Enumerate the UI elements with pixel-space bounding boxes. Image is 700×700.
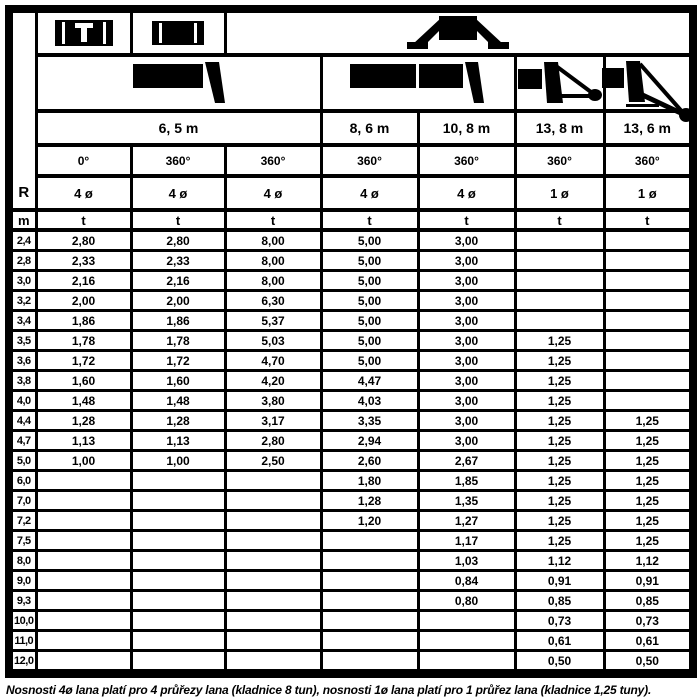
capacity-cell: 6,30 — [225, 291, 321, 311]
radius-cell: 3,4 — [9, 311, 36, 331]
capacity-cell: 1,25 — [515, 391, 604, 411]
outriggers-extended-icon — [398, 14, 518, 52]
capacity-cell — [515, 271, 604, 291]
capacity-cell — [131, 491, 225, 511]
boom-length-cell: 10, 8 m — [418, 111, 515, 145]
jib-lowered-hook-icon — [601, 60, 693, 124]
radius-cell: 4,0 — [9, 391, 36, 411]
boom-extended-cell — [321, 55, 515, 111]
table-row — [9, 431, 693, 451]
capacity-cell — [36, 511, 131, 531]
capacity-cell: 5,00 — [321, 311, 418, 331]
boom-length-cell: 8, 6 m — [321, 111, 418, 145]
capacity-cell: 8,00 — [225, 271, 321, 291]
radius-cell: 3,2 — [9, 291, 36, 311]
unit-cell: t — [225, 210, 321, 230]
capacity-cell: 1,35 — [418, 491, 515, 511]
capacity-cell: 1,25 — [604, 491, 693, 511]
unit-cell: t — [515, 210, 604, 230]
rope-falls-cell: 4 ø — [131, 176, 225, 210]
capacity-cell: 1,25 — [604, 471, 693, 491]
rope-falls-cell: 1 ø — [515, 176, 604, 210]
capacity-cell — [225, 571, 321, 591]
capacity-cell — [36, 651, 131, 674]
capacity-cell — [225, 651, 321, 674]
capacity-cell: 1,20 — [321, 511, 418, 531]
capacity-cell — [604, 391, 693, 411]
capacity-cell: 2,67 — [418, 451, 515, 471]
capacity-cell: 0,61 — [604, 631, 693, 651]
capacity-cell: 1,25 — [604, 451, 693, 471]
capacity-cell — [131, 611, 225, 631]
hook-block-t-cell — [36, 9, 131, 55]
table-row — [9, 271, 693, 291]
rope-falls-cell: 4 ø — [225, 176, 321, 210]
boom-extended-icon — [350, 61, 486, 105]
capacity-cell: 3,00 — [418, 291, 515, 311]
capacity-cell: 1,25 — [515, 331, 604, 351]
capacity-cell: 1,48 — [131, 391, 225, 411]
capacity-cell — [418, 611, 515, 631]
radius-cell: 7,0 — [9, 491, 36, 511]
capacity-cell: 1,28 — [36, 411, 131, 431]
outriggers-cell — [225, 9, 693, 55]
table-row — [9, 511, 693, 531]
table-row — [9, 551, 693, 571]
table-row — [9, 491, 693, 511]
capacity-cell: 0,73 — [515, 611, 604, 631]
capacity-cell: 3,00 — [418, 251, 515, 271]
capacity-cell: 1,25 — [604, 431, 693, 451]
hook-block-cell — [131, 9, 225, 55]
boom-length-cell: 6, 5 m — [36, 111, 321, 145]
capacity-cell — [225, 511, 321, 531]
capacity-cell: 1,48 — [36, 391, 131, 411]
capacity-cell: 2,50 — [225, 451, 321, 471]
table-row — [9, 471, 693, 491]
capacity-cell: 2,00 — [36, 291, 131, 311]
load-chart-body — [9, 230, 693, 674]
capacity-cell: 1,78 — [131, 331, 225, 351]
table-row — [9, 351, 693, 371]
capacity-cell — [225, 611, 321, 631]
capacity-cell: 5,37 — [225, 311, 321, 331]
unit-cell: t — [131, 210, 225, 230]
hook-block-icon — [152, 21, 204, 45]
capacity-cell — [225, 631, 321, 651]
capacity-cell: 5,00 — [321, 251, 418, 271]
slew-angle-cell: 360° — [515, 145, 604, 176]
capacity-cell — [36, 551, 131, 571]
radius-cell: 5,0 — [9, 451, 36, 471]
radius-cell: 9,3 — [9, 591, 36, 611]
capacity-cell: 0,91 — [604, 571, 693, 591]
capacity-cell: 1,17 — [418, 531, 515, 551]
capacity-cell: 2,80 — [131, 230, 225, 251]
capacity-cell: 4,20 — [225, 371, 321, 391]
capacity-cell: 2,16 — [36, 271, 131, 291]
capacity-cell — [225, 531, 321, 551]
capacity-cell: 0,80 — [418, 591, 515, 611]
capacity-cell: 1,86 — [131, 311, 225, 331]
capacity-cell: 3,00 — [418, 331, 515, 351]
capacity-cell: 1,25 — [515, 531, 604, 551]
capacity-cell — [131, 591, 225, 611]
meters-symbol-cell: m — [9, 210, 36, 230]
radius-cell: 4,4 — [9, 411, 36, 431]
header-row-lengths — [9, 111, 693, 145]
capacity-cell: 0,50 — [515, 651, 604, 674]
capacity-cell — [131, 511, 225, 531]
capacity-cell: 3,80 — [225, 391, 321, 411]
capacity-cell: 1,25 — [515, 491, 604, 511]
capacity-cell: 1,12 — [604, 551, 693, 571]
table-row — [9, 451, 693, 471]
slew-angle-cell: 0° — [36, 145, 131, 176]
capacity-cell: 8,00 — [225, 230, 321, 251]
capacity-cell — [604, 271, 693, 291]
capacity-cell — [36, 591, 131, 611]
capacity-cell: 1,60 — [131, 371, 225, 391]
table-row — [9, 331, 693, 351]
slew-angle-cell: 360° — [131, 145, 225, 176]
capacity-cell: 5,03 — [225, 331, 321, 351]
capacity-cell: 1,27 — [418, 511, 515, 531]
r-corner-cell — [9, 9, 36, 210]
capacity-cell: 1,80 — [321, 471, 418, 491]
capacity-cell: 8,00 — [225, 251, 321, 271]
jib-136-cell — [604, 55, 693, 111]
capacity-cell — [131, 471, 225, 491]
rope-falls-cell: 4 ø — [418, 176, 515, 210]
radius-cell: 3,8 — [9, 371, 36, 391]
capacity-cell — [321, 571, 418, 591]
capacity-cell: 4,47 — [321, 371, 418, 391]
capacity-cell — [36, 471, 131, 491]
table-row — [9, 311, 693, 331]
capacity-cell: 2,60 — [321, 451, 418, 471]
capacity-cell: 0,91 — [515, 571, 604, 591]
rope-falls-cell: 1 ø — [604, 176, 693, 210]
capacity-cell — [321, 611, 418, 631]
capacity-cell: 1,13 — [131, 431, 225, 451]
capacity-cell: 0,85 — [604, 591, 693, 611]
capacity-cell — [225, 491, 321, 511]
capacity-cell: 1,85 — [418, 471, 515, 491]
capacity-cell: 2,80 — [36, 230, 131, 251]
footnote: Nosnosti 4ø lana platí pro 4 průřezy lana (kladnice 8 tun), nosnosti 1ø lana platí pro 1 průřez lana (kladnice 1,25 tuny). — [6, 683, 652, 697]
capacity-cell: 3,00 — [418, 351, 515, 371]
capacity-cell: 3,35 — [321, 411, 418, 431]
boom-length-cell: 13, 6 m — [604, 111, 693, 145]
capacity-cell — [604, 230, 693, 251]
capacity-cell — [131, 651, 225, 674]
unit-cell: t — [418, 210, 515, 230]
table-row — [9, 371, 693, 391]
capacity-cell: 0,73 — [604, 611, 693, 631]
table-row — [9, 611, 693, 631]
capacity-cell: 3,00 — [418, 391, 515, 411]
capacity-cell — [321, 591, 418, 611]
capacity-cell: 3,17 — [225, 411, 321, 431]
capacity-cell: 0,61 — [515, 631, 604, 651]
capacity-cell — [131, 571, 225, 591]
capacity-cell: 1,25 — [604, 411, 693, 431]
capacity-cell: 5,00 — [321, 271, 418, 291]
table-row — [9, 531, 693, 551]
capacity-cell: 3,00 — [418, 431, 515, 451]
capacity-cell: 5,00 — [321, 351, 418, 371]
capacity-cell: 1,03 — [418, 551, 515, 571]
capacity-cell — [418, 631, 515, 651]
capacity-cell: 5,00 — [321, 291, 418, 311]
table-row — [9, 251, 693, 271]
header-row-units — [9, 210, 693, 230]
radius-cell: 7,5 — [9, 531, 36, 551]
capacity-cell — [225, 551, 321, 571]
capacity-cell: 5,00 — [321, 230, 418, 251]
capacity-cell: 4,70 — [225, 351, 321, 371]
table-row — [9, 291, 693, 311]
capacity-cell — [604, 291, 693, 311]
capacity-cell — [225, 591, 321, 611]
capacity-cell: 1,25 — [515, 451, 604, 471]
capacity-cell: 5,00 — [321, 331, 418, 351]
rope-falls-cell: 4 ø — [321, 176, 418, 210]
jib-138-cell — [515, 55, 604, 111]
capacity-cell — [604, 311, 693, 331]
capacity-cell: 1,13 — [36, 431, 131, 451]
table-row — [9, 631, 693, 651]
unit-cell: t — [36, 210, 131, 230]
radius-cell: 9,0 — [9, 571, 36, 591]
header-row-rigging — [9, 9, 693, 55]
capacity-cell: 1,28 — [131, 411, 225, 431]
table-row — [9, 230, 693, 251]
unit-cell: t — [604, 210, 693, 230]
header-row-booms — [9, 55, 693, 111]
capacity-cell: 1,78 — [36, 331, 131, 351]
table-row — [9, 391, 693, 411]
capacity-cell: 1,72 — [131, 351, 225, 371]
capacity-cell: 2,16 — [131, 271, 225, 291]
capacity-cell: 0,50 — [604, 651, 693, 674]
capacity-cell: 1,72 — [36, 351, 131, 371]
table-row — [9, 591, 693, 611]
capacity-cell — [515, 291, 604, 311]
capacity-cell: 3,00 — [418, 371, 515, 391]
slew-angle-cell: 360° — [321, 145, 418, 176]
boom-retracted-icon — [133, 61, 225, 105]
capacity-cell — [36, 491, 131, 511]
capacity-cell: 1,60 — [36, 371, 131, 391]
capacity-cell: 2,33 — [131, 251, 225, 271]
capacity-cell — [515, 251, 604, 271]
radius-symbol: R — [18, 184, 30, 201]
unit-cell: t — [321, 210, 418, 230]
table-row — [9, 411, 693, 431]
capacity-cell — [36, 531, 131, 551]
hook-block-t-icon — [55, 20, 113, 46]
boom-length-cell: 13, 8 m — [515, 111, 604, 145]
capacity-cell: 0,84 — [418, 571, 515, 591]
radius-cell: 2,4 — [9, 230, 36, 251]
radius-cell: 7,2 — [9, 511, 36, 531]
radius-cell: 3,5 — [9, 331, 36, 351]
capacity-cell — [515, 230, 604, 251]
capacity-cell — [321, 531, 418, 551]
capacity-cell — [604, 331, 693, 351]
capacity-cell: 1,00 — [131, 451, 225, 471]
capacity-cell — [321, 551, 418, 571]
capacity-cell: 3,00 — [418, 411, 515, 431]
capacity-cell — [604, 351, 693, 371]
capacity-cell: 1,28 — [321, 491, 418, 511]
capacity-cell — [604, 371, 693, 391]
table-row — [9, 571, 693, 591]
capacity-cell: 3,00 — [418, 230, 515, 251]
radius-cell: 3,6 — [9, 351, 36, 371]
capacity-cell: 2,80 — [225, 431, 321, 451]
load-chart-table — [5, 5, 697, 678]
capacity-cell — [418, 651, 515, 674]
boom-retracted-cell — [36, 55, 321, 111]
radius-cell: 6,0 — [9, 471, 36, 491]
capacity-cell — [36, 611, 131, 631]
header-row-slew — [9, 145, 693, 176]
capacity-cell: 2,33 — [36, 251, 131, 271]
capacity-cell — [321, 651, 418, 674]
radius-cell: 8,0 — [9, 551, 36, 571]
capacity-cell: 2,00 — [131, 291, 225, 311]
capacity-cell: 3,00 — [418, 271, 515, 291]
capacity-cell — [36, 631, 131, 651]
radius-cell: 4,7 — [9, 431, 36, 451]
capacity-cell: 1,25 — [515, 431, 604, 451]
radius-cell: 11,0 — [9, 631, 36, 651]
table-row — [9, 651, 693, 674]
capacity-cell — [36, 571, 131, 591]
radius-cell: 2,8 — [9, 251, 36, 271]
capacity-cell: 1,25 — [604, 511, 693, 531]
capacity-cell: 1,86 — [36, 311, 131, 331]
radius-cell: 12,0 — [9, 651, 36, 674]
capacity-cell — [225, 471, 321, 491]
capacity-cell — [604, 251, 693, 271]
capacity-cell: 1,25 — [515, 351, 604, 371]
capacity-cell — [321, 631, 418, 651]
radius-cell: 10,0 — [9, 611, 36, 631]
capacity-cell: 0,85 — [515, 591, 604, 611]
capacity-cell — [131, 631, 225, 651]
slew-angle-cell: 360° — [604, 145, 693, 176]
capacity-cell: 4,03 — [321, 391, 418, 411]
capacity-cell: 3,00 — [418, 311, 515, 331]
capacity-cell: 1,00 — [36, 451, 131, 471]
capacity-cell: 1,25 — [515, 471, 604, 491]
slew-angle-cell: 360° — [418, 145, 515, 176]
radius-cell: 3,0 — [9, 271, 36, 291]
capacity-cell — [131, 531, 225, 551]
capacity-cell: 1,25 — [604, 531, 693, 551]
header-row-ropes — [9, 176, 693, 210]
capacity-cell: 1,12 — [515, 551, 604, 571]
slew-angle-cell: 360° — [225, 145, 321, 176]
rope-falls-cell: 4 ø — [36, 176, 131, 210]
capacity-cell: 2,94 — [321, 431, 418, 451]
jib-hook-icon — [517, 61, 603, 105]
capacity-cell — [515, 311, 604, 331]
capacity-cell: 1,25 — [515, 511, 604, 531]
capacity-cell — [131, 551, 225, 571]
capacity-cell: 1,25 — [515, 371, 604, 391]
capacity-cell: 1,25 — [515, 411, 604, 431]
